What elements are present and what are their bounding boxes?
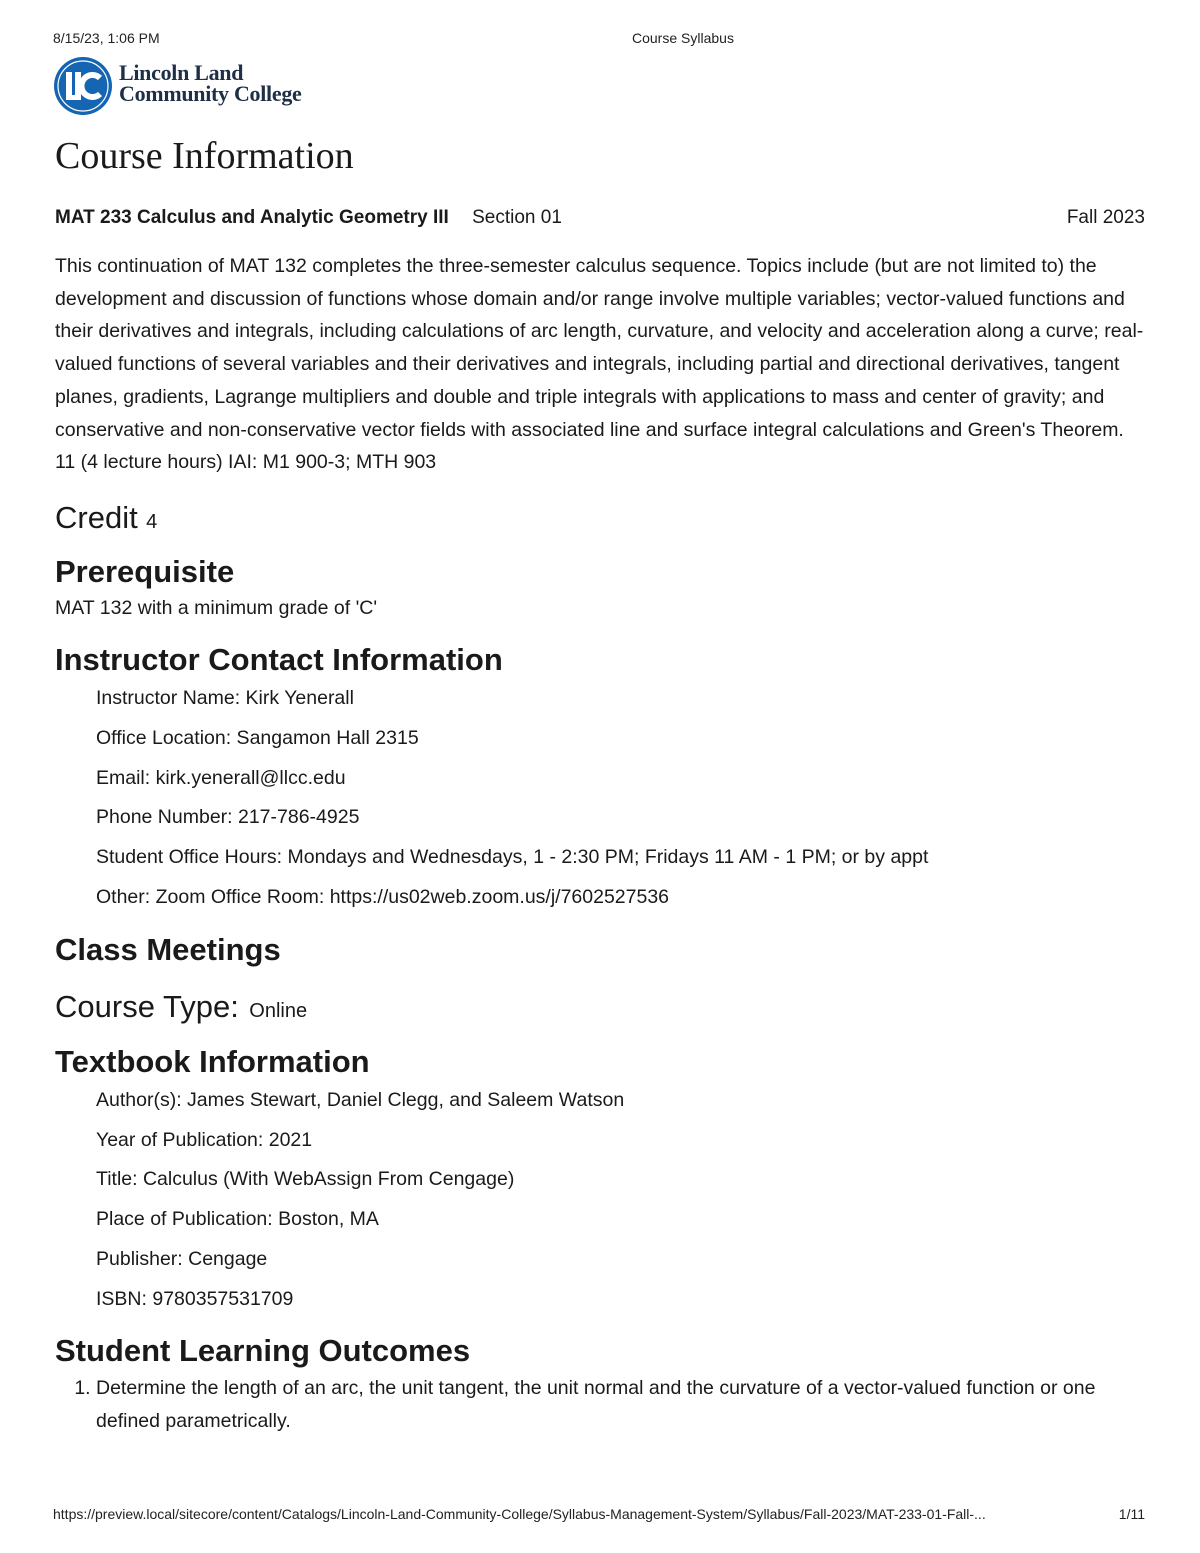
textbook-publisher: Publisher: Cengage xyxy=(96,1247,268,1270)
print-document-title: Course Syllabus xyxy=(632,30,734,46)
print-footer xyxy=(53,1506,1148,1524)
logo-line-2: Community College xyxy=(119,81,302,106)
instructor-name: Instructor Name: Kirk Yenerall xyxy=(96,686,354,709)
textbook-isbn: ISBN: 9780357531709 xyxy=(96,1287,294,1310)
instructor-zoom-room: Other: Zoom Office Room: https://us02web.zoom.us/j/7602527536 xyxy=(96,885,670,908)
print-url: https://preview.local/sitecore/content/Catalogs/Lincoln-Land-Community-College/Syllabus-Management-System/Syllabus/Fall-2023/MAT-233-01-Fall-... xyxy=(53,1506,986,1522)
course-name: MAT 233 Calculus and Analytic Geometry III xyxy=(55,207,449,228)
course-type-value: Online xyxy=(249,999,308,1022)
course-header xyxy=(55,204,1145,232)
textbook-place: Place of Publication: Boston, MA xyxy=(96,1208,379,1231)
print-header xyxy=(0,30,1200,50)
textbook-list xyxy=(55,1081,1145,1320)
credit-value: 4 xyxy=(146,510,158,533)
textbook-authors: Author(s): James Stewart, Daniel Clegg, and Saleem Watson xyxy=(96,1088,625,1111)
textbook-heading: Textbook Information xyxy=(55,1043,370,1079)
class-meetings-heading: Class Meetings xyxy=(55,931,281,967)
course-type-label: Course Type: xyxy=(55,988,239,1024)
course-type xyxy=(55,984,1145,1030)
outcomes-list xyxy=(55,1372,1145,1437)
llc-seal-icon xyxy=(53,56,113,116)
print-datetime: 8/15/23, 1:06 PM xyxy=(53,30,160,46)
college-wordmark xyxy=(119,62,302,104)
course-term: Fall 2023 xyxy=(1066,207,1145,228)
outcomes-heading: Student Learning Outcomes xyxy=(55,1333,471,1369)
page-title: Course Information xyxy=(55,135,354,177)
college-logo xyxy=(53,56,353,118)
credit-label: Credit xyxy=(55,499,138,535)
credit xyxy=(55,495,1145,541)
logo-line-1: Lincoln Land xyxy=(119,60,244,85)
instructor-email: Email: kirk.yenerall@llcc.edu xyxy=(96,766,346,789)
syllabus-content xyxy=(55,132,1145,1437)
instructor-office: Office Location: Sangamon Hall 2315 xyxy=(96,726,419,749)
instructor-list xyxy=(55,679,1145,918)
course-description: This continuation of MAT 132 completes the three-semester calculus sequence. Topics include (but are not limited to) the development and discussion of functions whose domain and/or range involve multiple variables; vector-valued functions and their derivatives and integrals, including calculations of arc length, curvature, and velocity and acceleration along a curve; real-valued functions of several variables and their derivatives and integrals, including partial and directional derivatives, tangent planes, gradients, Lagrange multipliers and double and triple integrals with applications to mass and center of gravity; and conservative and non-conservative vector fields with associated line and surface integral calculations and Green's Theorem. 11 (4 lecture hours) IAI: M1 900-3; MTH 903 xyxy=(55,255,1144,474)
course-section: Section 01 xyxy=(472,207,562,228)
instructor-heading: Instructor Contact Information xyxy=(55,641,503,677)
instructor-office-hours: Student Office Hours: Mondays and Wednesdays, 1 - 2:30 PM; Fridays 11 AM - 1 PM; or by appt xyxy=(96,846,929,869)
instructor-phone: Phone Number: 217-786-4925 xyxy=(96,806,360,829)
textbook-title: Title: Calculus (With WebAssign From Cengage) xyxy=(96,1168,515,1191)
outcome-item: 1. Determine the length of an arc, the unit tangent, the unit normal and the curvature of a vector-valued function or one defined parametrically. xyxy=(96,1372,1145,1437)
textbook-year: Year of Publication: 2021 xyxy=(96,1128,313,1151)
prerequisite-text: MAT 132 with a minimum grade of 'C' xyxy=(55,596,378,619)
page-number: 1/11 xyxy=(1118,1506,1145,1522)
prerequisite-heading: Prerequisite xyxy=(55,553,235,589)
